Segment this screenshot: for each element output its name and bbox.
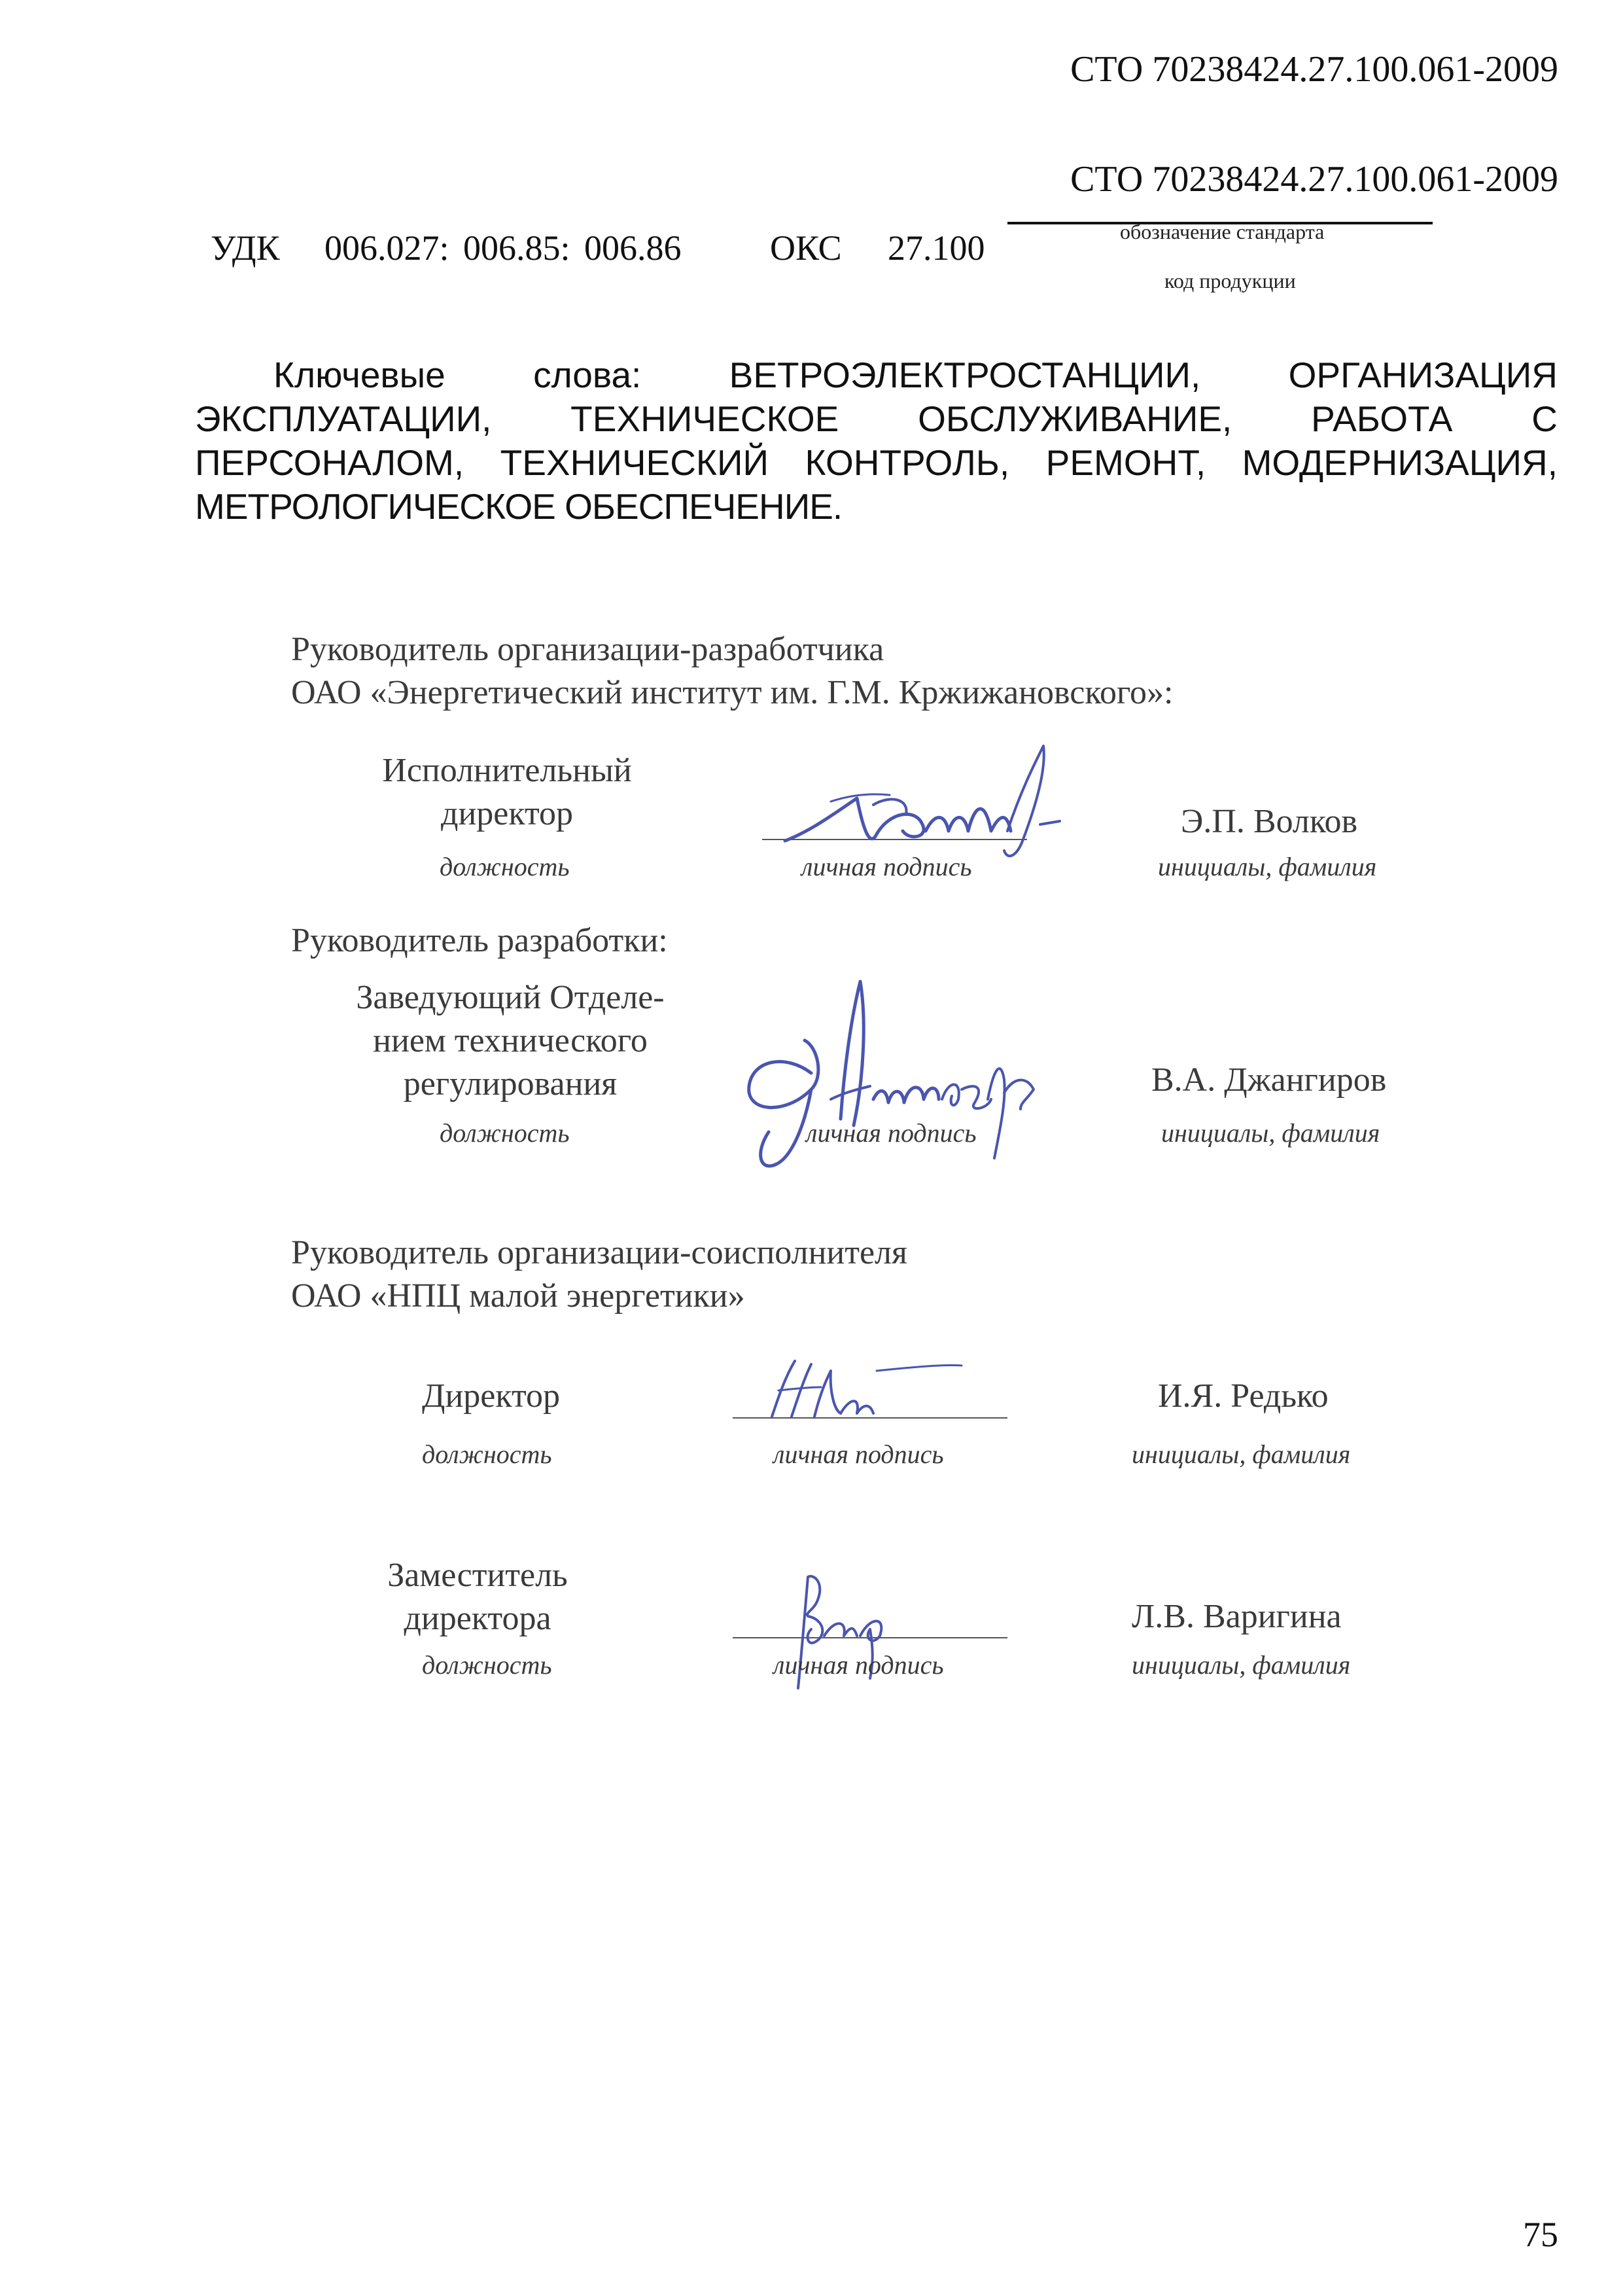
coexec-heading-2: ОАО «НПЦ малой энергетики» (291, 1277, 745, 1315)
keywords-line-2 (195, 397, 1558, 441)
post-line: Заместитель (387, 1557, 568, 1594)
signer-name: Л.В. Варигина (1132, 1598, 1342, 1635)
signature-volkov (759, 733, 1066, 870)
keyword: слова: (533, 355, 642, 395)
coexec-heading-1: Руководитель организации-соисполнителя (291, 1234, 907, 1271)
caption-name: инициалы, фамилия (1132, 1650, 1351, 1680)
keyword: РАБОТА (1311, 398, 1453, 439)
signature-redko (746, 1351, 1007, 1430)
developer-heading-1: Руководитель организации-разработчика (291, 631, 884, 668)
caption-signature: личная подпись (773, 1650, 944, 1680)
keyword: ОРГАНИЗАЦИЯ (1288, 355, 1558, 395)
doc-code-main: СТО 70238424.27.100.061-2009 (1070, 159, 1558, 200)
keyword: ПЕРСОНАЛОМ, (195, 442, 464, 483)
keyword: МЕТРОЛОГИЧЕСКОЕ ОБЕСПЕЧЕНИЕ. (195, 486, 843, 527)
caption-signature: личная подпись (806, 1118, 977, 1148)
caption-name: инициалы, фамилия (1132, 1439, 1351, 1469)
oks-value: 27.100 (888, 228, 985, 268)
keyword: МОДЕРНИЗАЦИЯ, (1242, 442, 1558, 483)
post-line: Заведующий Отделе- (356, 979, 665, 1016)
keyword: КОНТРОЛЬ, (805, 442, 1010, 483)
caption-signature: личная подпись (801, 852, 972, 881)
caption-position: должность (440, 1118, 570, 1148)
post-line: нием технического (373, 1022, 648, 1059)
signer-post (334, 976, 687, 1106)
signer-name: В.А. Джангиров (1151, 1061, 1387, 1099)
page-number: 75 (1523, 2215, 1558, 2254)
post-line: директора (404, 1600, 551, 1637)
signer-post: Директор (422, 1377, 560, 1415)
signer-name: Э.П. Волков (1181, 803, 1358, 840)
keywords-line-3 (195, 441, 1558, 485)
caption-product: код продукции (1164, 269, 1296, 292)
doc-code-top: СТО 70238424.27.100.061-2009 (1070, 49, 1558, 90)
signer-post (366, 1554, 589, 1640)
signer-name: И.Я. Редько (1158, 1377, 1329, 1415)
post-line: Исполнительный (382, 752, 632, 789)
keyword: ВЕТРОЭЛЕКТРОСТАНЦИИ, (729, 355, 1201, 395)
keywords-line-4 (195, 485, 1558, 529)
oks-label: ОКС (770, 228, 842, 268)
keyword: ТЕХНИЧЕСКИЙ (500, 442, 769, 483)
keyword: РЕМОНТ, (1045, 442, 1206, 483)
signature-varigina (752, 1564, 949, 1701)
keyword: Ключевые (273, 355, 445, 395)
udk-value: 006.027: 006.85: 006.86 (324, 228, 682, 268)
caption-name: инициалы, фамилия (1161, 1118, 1380, 1148)
keyword: ОБСЛУЖИВАНИЕ, (918, 398, 1232, 439)
keyword: С (1531, 398, 1558, 439)
lead-heading: Руководитель разработки: (291, 922, 668, 959)
signature-dzhangirov (713, 968, 1053, 1184)
keyword: ТЕХНИЧЕСКОЕ (570, 398, 839, 439)
caption-position: должность (422, 1439, 552, 1469)
caption-position: должность (440, 852, 570, 881)
caption-position: должность (422, 1650, 552, 1680)
caption-standard: обозначение стандарта (1120, 220, 1325, 243)
udk-label: УДК (211, 228, 280, 268)
keyword: ЭКСПЛУАТАЦИИ, (195, 398, 492, 439)
caption-signature: личная подпись (773, 1439, 944, 1469)
developer-heading-2: ОАО «Энергетический институт им. Г.М. Кржижановского»: (291, 674, 1174, 711)
post-line: регулирования (403, 1065, 618, 1103)
post-line: директор (441, 795, 573, 832)
keywords-line-1 (195, 353, 1558, 397)
signer-post (366, 749, 648, 836)
caption-name: инициалы, фамилия (1158, 852, 1377, 881)
keywords-block (195, 353, 1558, 529)
